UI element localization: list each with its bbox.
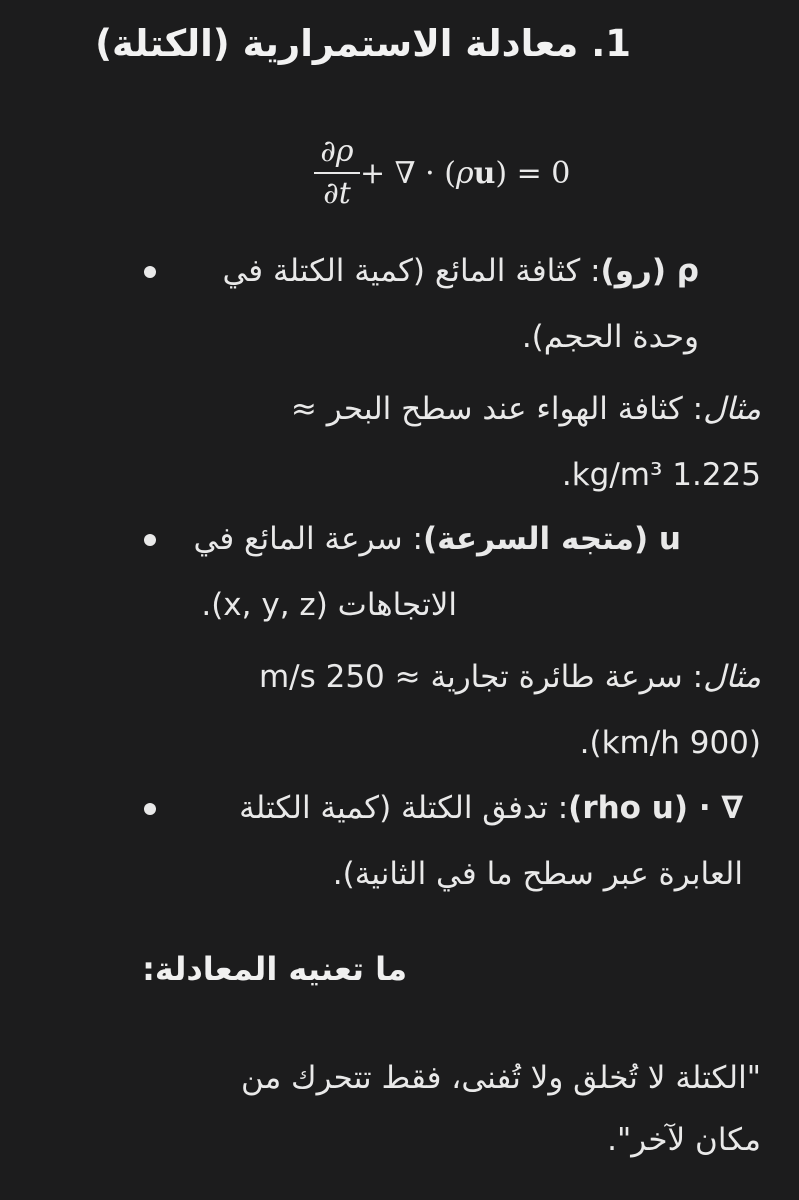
partial-derivative-fraction: [312, 132, 362, 214]
example-label: مثال: [703, 391, 761, 427]
equation-denominator: ∂t: [323, 176, 351, 211]
velocity-example: [161, 644, 761, 776]
velocity-example-text: : سرعة طائرة تجارية ≈ 250 m/s: [258, 659, 704, 695]
density-symbol: ρ (رو): [600, 253, 699, 289]
equation-rest: [360, 154, 570, 194]
example-line: [161, 644, 761, 710]
bullet-line: [143, 775, 743, 841]
bullet-line: [139, 238, 699, 304]
continuity-equation: [300, 132, 620, 222]
density-description: : كثافة المائع (كمية الكتلة في: [222, 253, 601, 289]
example-label: مثال: [703, 659, 761, 695]
density-example-text: : كثافة الهواء عند سطح البحر ≈: [290, 391, 704, 427]
bullet-mass-flux: [143, 775, 743, 907]
section-heading: 1. معادلة الاستمرارية (الكتلة): [95, 22, 631, 65]
bullet-density: [139, 238, 699, 370]
example-line: [201, 376, 761, 442]
mass-flux-description-cont: العابرة عبر سطح ما في الثانية).: [332, 856, 743, 892]
equation-equals-zero: ) = 0: [495, 156, 571, 191]
equation-divergence-part: + ∇ · (: [360, 156, 456, 191]
velocity-description: : سرعة المائع في: [193, 521, 423, 557]
mass-flux-symbol: ∇ · (rho u): [568, 790, 743, 826]
density-example: [201, 376, 761, 508]
bullet-line: [121, 506, 681, 572]
equation-numerator: ∂ρ: [320, 134, 354, 169]
velocity-description-cont: الاتجاهات (x, y, z).: [201, 587, 457, 623]
velocity-description-cont-wrap: [0, 572, 457, 638]
bullet-velocity: [121, 506, 681, 572]
meaning-subheading: ما تعنيه المعادلة:: [142, 950, 407, 988]
velocity-example-value: (900 km/h).: [579, 725, 761, 761]
equation-velocity-vector: u: [473, 156, 496, 191]
mass-flux-description: : تدفق الكتلة (كمية الكتلة: [239, 790, 569, 826]
quote-line-1: "الكتلة لا تُخلق ولا تُفنى، فقط تتحرك من: [240, 1060, 761, 1096]
velocity-symbol: u (متجه السرعة): [422, 521, 681, 557]
equation-rho: ρ: [455, 156, 474, 191]
quote-line-2: مكان لآخر".: [607, 1122, 761, 1158]
density-example-value: 1.225 kg/m³.: [561, 457, 761, 493]
density-description-cont: وحدة الحجم).: [521, 319, 699, 355]
meaning-quote: [141, 1047, 761, 1171]
